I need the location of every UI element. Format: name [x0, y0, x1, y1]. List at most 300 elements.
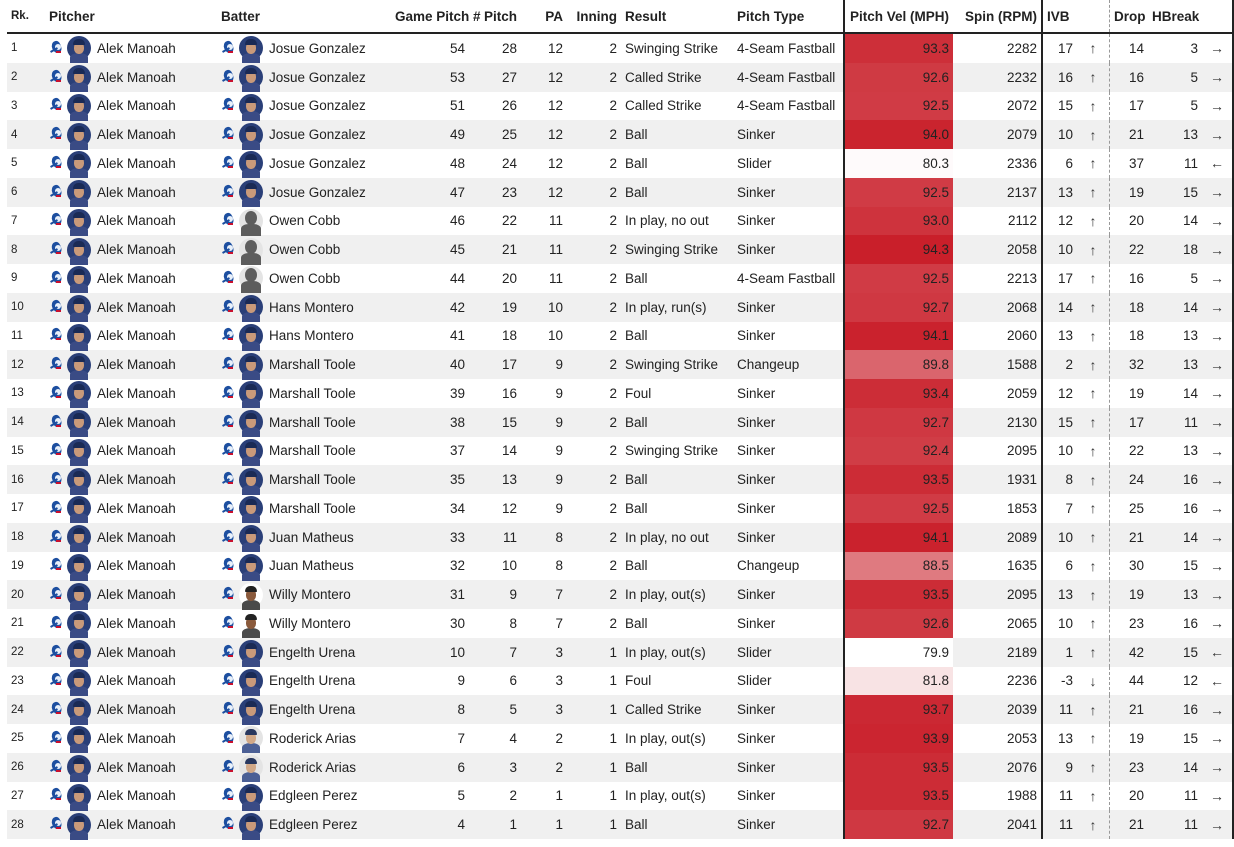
- pitch-vel-cell: 92.5: [844, 92, 953, 121]
- rank-cell: 22: [7, 638, 45, 667]
- ivb-cell: 11: [1058, 788, 1073, 804]
- pitcher-name: Alek Manoah: [97, 385, 176, 401]
- header-pitch[interactable]: Pitch: [469, 0, 521, 33]
- hbreak-cell: 15: [1182, 558, 1198, 574]
- ivb-cell: 6: [1065, 155, 1073, 171]
- pitcher-team-logo: [45, 724, 67, 753]
- hbreak-arrow-icon: ←: [1202, 638, 1233, 667]
- pitch-type-cell: Sinker: [733, 178, 844, 207]
- pitcher-team-logo: [45, 33, 67, 63]
- drop-cell: 19: [1128, 385, 1144, 401]
- game-pitch-cell: 44: [449, 270, 465, 286]
- batter-name: Juan Matheus: [265, 523, 391, 552]
- table-row[interactable]: [7, 523, 1233, 552]
- drop-cell: 17: [1110, 408, 1149, 437]
- pitcher-avatar-icon: [67, 755, 91, 779]
- table-row[interactable]: [7, 235, 1233, 264]
- pitcher-team-logo: [45, 63, 67, 92]
- rank-cell: 24: [7, 695, 45, 724]
- pitcher-avatar-icon: [67, 525, 91, 549]
- table-row[interactable]: [7, 465, 1233, 494]
- pitcher-avatar-icon: [67, 698, 91, 722]
- table-row[interactable]: [7, 178, 1233, 207]
- drop-cell: 20: [1128, 213, 1144, 229]
- header-hbreak[interactable]: HBreak: [1148, 0, 1202, 33]
- batter-team-logo: [217, 379, 239, 408]
- pitcher-name: Alek Manoah: [93, 810, 217, 839]
- team-logo-icon: [50, 672, 63, 686]
- ivb-arrow-icon: ↑: [1077, 63, 1110, 92]
- team-logo-icon: [50, 816, 63, 830]
- batter-team-logo: [217, 322, 239, 351]
- game-pitch-cell: 10: [391, 638, 469, 667]
- pitch-vel-cell: 92.7: [844, 293, 953, 322]
- spin-cell: 2336: [953, 149, 1042, 178]
- inning-cell: 2: [567, 465, 621, 494]
- game-pitch-cell: 49: [391, 120, 469, 149]
- batter-avatar-icon: [239, 439, 263, 463]
- batter-name: Roderick Arias: [269, 730, 357, 746]
- pitch-type-cell: Sinker: [733, 408, 844, 437]
- hbreak-arrow-icon: →: [1202, 178, 1233, 207]
- game-pitch-cell: 31: [391, 580, 469, 609]
- ivb-arrow-icon: ↑: [1077, 580, 1110, 609]
- table-row[interactable]: [7, 350, 1233, 379]
- table-row[interactable]: [7, 494, 1233, 523]
- result-cell: In play, out(s): [625, 788, 706, 804]
- batter-name: Josue Gonzalez: [265, 178, 391, 207]
- ivb-cell: 7: [1065, 500, 1073, 516]
- pitch-cell: 1: [469, 810, 521, 839]
- pa-cell: 12: [521, 120, 567, 149]
- game-pitch-cell: 33: [391, 523, 469, 552]
- batter-avatar: [239, 408, 265, 437]
- rank-cell: 9: [11, 272, 18, 285]
- pa-cell: 9: [555, 385, 563, 401]
- batter-avatar-icon: [239, 36, 263, 60]
- table-row[interactable]: [7, 552, 1233, 581]
- batter-avatar: [239, 322, 265, 351]
- rank-cell: 20: [7, 580, 45, 609]
- team-logo-icon: [50, 299, 63, 313]
- table-row[interactable]: [7, 33, 1233, 63]
- batter-avatar: [239, 523, 265, 552]
- pitcher-avatar: [67, 408, 93, 437]
- rank-cell: 18: [7, 523, 45, 552]
- pitch-cell: 7: [469, 638, 521, 667]
- hbreak-cell: 15: [1148, 178, 1202, 207]
- team-logo-icon: [50, 586, 63, 600]
- pitcher-avatar: [67, 580, 93, 609]
- header-pitch-type[interactable]: Pitch Type: [733, 0, 844, 33]
- batter-avatar-icon: [239, 123, 263, 147]
- header-ivb[interactable]: IVB: [1042, 0, 1077, 33]
- pitch-type-cell: Sinker: [737, 328, 776, 344]
- inning-cell: 2: [609, 155, 617, 171]
- drop-cell: 18: [1110, 293, 1149, 322]
- inning-cell: 2: [609, 270, 617, 286]
- hbreak-arrow-icon: →: [1202, 437, 1233, 466]
- pitch-vel-cell: 80.3: [844, 149, 953, 178]
- table-row[interactable]: [7, 667, 1233, 696]
- pitcher-team-logo: [45, 782, 67, 811]
- batter-name: Josue Gonzalez: [265, 63, 391, 92]
- table-row[interactable]: [7, 580, 1233, 609]
- pitcher-name: Alek Manoah: [93, 293, 217, 322]
- inning-cell: 2: [609, 98, 617, 114]
- game-pitch-cell: 8: [391, 695, 469, 724]
- result-cell: Swinging Strike: [625, 40, 719, 56]
- header-row: [7, 0, 1233, 33]
- ivb-cell: 8: [1042, 465, 1077, 494]
- pitcher-team-logo: [45, 264, 67, 293]
- table-row[interactable]: [7, 149, 1233, 178]
- result-cell: Ball: [621, 753, 733, 782]
- ivb-cell: 12: [1057, 213, 1073, 229]
- pitcher-team-logo: [45, 235, 67, 264]
- batter-team-logo: [217, 33, 239, 63]
- rank-cell: 15: [11, 444, 24, 457]
- pitcher-team-logo: [45, 408, 67, 437]
- pa-cell: 2: [521, 753, 567, 782]
- pa-cell: 11: [548, 213, 563, 229]
- hbreak-cell: 15: [1182, 730, 1198, 746]
- pitch-vel-cell: 88.5: [844, 552, 953, 581]
- pitch-vel-cell: 93.9: [844, 724, 953, 753]
- team-logo-icon: [222, 730, 235, 744]
- pitcher-avatar: [67, 322, 93, 351]
- drop-cell: 16: [1128, 270, 1144, 286]
- team-logo-icon: [50, 644, 63, 658]
- batter-avatar: [239, 437, 265, 466]
- pitcher-avatar: [67, 293, 93, 322]
- team-logo-icon: [50, 730, 63, 744]
- pitcher-name: Alek Manoah: [97, 500, 176, 516]
- batter-team-logo: [217, 408, 239, 437]
- batter-avatar: [239, 235, 265, 264]
- spin-cell: 2236: [953, 667, 1042, 696]
- table-row[interactable]: [7, 724, 1233, 753]
- hbreak-cell: 14: [1182, 385, 1198, 401]
- pitch-type-cell: Sinker: [733, 120, 844, 149]
- batter-team-logo: [217, 178, 239, 207]
- team-logo-icon: [222, 414, 235, 428]
- game-pitch-cell: 39: [449, 385, 465, 401]
- rank-cell: 16: [7, 465, 45, 494]
- pitch-vel-cell: 93.5: [844, 782, 953, 811]
- batter-avatar-icon: [239, 554, 263, 578]
- pitch-type-cell: Sinker: [737, 615, 776, 631]
- drop-cell: 32: [1110, 350, 1149, 379]
- pitcher-avatar-icon: [67, 784, 91, 808]
- pa-cell: 9: [521, 465, 567, 494]
- team-logo-icon: [50, 414, 63, 428]
- pa-cell: 12: [547, 155, 563, 171]
- table-row[interactable]: [7, 638, 1233, 667]
- ivb-arrow-icon: ↑: [1077, 609, 1110, 638]
- hbreak-arrow-icon: →: [1202, 609, 1233, 638]
- pitcher-avatar: [67, 494, 93, 523]
- team-logo-icon: [222, 500, 235, 514]
- game-pitch-cell: 9: [457, 673, 465, 689]
- pitch-cell: 22: [501, 213, 517, 229]
- result-cell: In play, no out: [621, 523, 733, 552]
- rank-cell: 23: [11, 674, 24, 687]
- table-row[interactable]: [7, 120, 1233, 149]
- inning-cell: 2: [567, 293, 621, 322]
- spin-cell: 2065: [953, 609, 1042, 638]
- drop-cell: 24: [1110, 465, 1149, 494]
- ivb-arrow-icon: ↓: [1077, 667, 1110, 696]
- pitch-type-cell: Changeup: [737, 558, 800, 574]
- result-cell: Swinging Strike: [621, 350, 733, 379]
- drop-cell: 19: [1128, 730, 1144, 746]
- header-inning[interactable]: Inning: [567, 0, 621, 33]
- spin-cell: 1988: [953, 782, 1042, 811]
- hbreak-arrow-icon: ←: [1202, 667, 1233, 696]
- drop-cell: 42: [1110, 638, 1149, 667]
- pitch-type-cell: Slider: [737, 155, 772, 171]
- ivb-arrow-icon: ↑: [1077, 437, 1110, 466]
- ivb-cell: 10: [1042, 235, 1077, 264]
- team-logo-icon: [222, 385, 235, 399]
- table-row[interactable]: [7, 379, 1233, 408]
- header-drop[interactable]: Drop: [1110, 0, 1149, 33]
- spin-cell: 2076: [953, 753, 1042, 782]
- batter-team-logo: [217, 638, 239, 667]
- pitcher-avatar: [67, 724, 93, 753]
- batter-name: Marshall Toole: [265, 465, 391, 494]
- drop-cell: 21: [1110, 695, 1149, 724]
- team-logo-icon: [50, 212, 63, 226]
- pitch-vel-cell: 81.8: [844, 667, 953, 696]
- table-row[interactable]: [7, 437, 1233, 466]
- batter-avatar-icon: [239, 583, 263, 607]
- hbreak-arrow-icon: →: [1202, 322, 1233, 351]
- hbreak-cell: 14: [1148, 523, 1202, 552]
- pitcher-team-logo: [45, 609, 67, 638]
- pitcher-name: Alek Manoah: [93, 580, 217, 609]
- table-row[interactable]: [7, 782, 1233, 811]
- hbreak-arrow-icon: →: [1202, 350, 1233, 379]
- pa-cell: 9: [555, 443, 563, 459]
- table-row[interactable]: [7, 63, 1233, 92]
- spin-cell: 2282: [953, 33, 1042, 63]
- game-pitch-cell: 32: [449, 558, 465, 574]
- hbreak-cell: 3: [1190, 40, 1198, 56]
- player-silhouette-icon: [239, 209, 263, 233]
- hbreak-cell: 18: [1148, 235, 1202, 264]
- pitcher-avatar-icon: [67, 65, 91, 89]
- team-logo-icon: [50, 385, 63, 399]
- batter-team-logo: [217, 92, 239, 121]
- pitcher-name: Alek Manoah: [93, 695, 217, 724]
- batter-avatar-icon: [239, 640, 263, 664]
- pitcher-avatar: [67, 638, 93, 667]
- batter-avatar-icon: [239, 669, 263, 693]
- inning-cell: 2: [567, 235, 621, 264]
- result-cell: In play, no out: [625, 213, 709, 229]
- hbreak-cell: 13: [1148, 120, 1202, 149]
- result-cell: Ball: [625, 155, 648, 171]
- header-pitcher[interactable]: Pitcher: [45, 0, 169, 33]
- ivb-cell: 17: [1057, 40, 1073, 56]
- batter-team-logo: [217, 437, 239, 466]
- table-row[interactable]: [7, 695, 1233, 724]
- inning-cell: 2: [567, 580, 621, 609]
- inning-cell: 2: [567, 350, 621, 379]
- batter-team-logo: [217, 494, 239, 523]
- pitch-type-cell: 4-Seam Fastball: [737, 98, 836, 114]
- pa-cell: 11: [521, 235, 567, 264]
- pitch-vel-cell: 94.1: [844, 523, 953, 552]
- inning-cell: 1: [609, 788, 617, 804]
- ivb-cell: 9: [1042, 753, 1077, 782]
- hbreak-arrow-icon: →: [1202, 207, 1233, 236]
- batter-avatar-icon: [239, 525, 263, 549]
- pitcher-avatar: [67, 264, 93, 293]
- ivb-cell: 13: [1042, 178, 1077, 207]
- spin-cell: 2059: [953, 379, 1042, 408]
- pitcher-avatar-icon: [67, 468, 91, 492]
- table-row[interactable]: [7, 293, 1233, 322]
- pitcher-avatar-icon: [67, 583, 91, 607]
- batter-avatar: [239, 667, 265, 696]
- header-pitch-vel[interactable]: Pitch Vel (MPH): [844, 0, 953, 33]
- pa-cell: 10: [547, 328, 563, 344]
- inning-cell: 2: [567, 63, 621, 92]
- pitcher-team-logo: [45, 149, 67, 178]
- pitcher-team-logo: [45, 667, 67, 696]
- pitcher-team-logo: [45, 638, 67, 667]
- pitcher-avatar: [67, 149, 93, 178]
- pitcher-team-logo: [45, 293, 67, 322]
- result-cell: Ball: [621, 408, 733, 437]
- rank-cell: 8: [7, 235, 45, 264]
- table-row[interactable]: [7, 609, 1233, 638]
- hbreak-cell: 13: [1182, 328, 1198, 344]
- batter-avatar: [239, 724, 265, 753]
- ivb-arrow-icon: ↑: [1077, 235, 1110, 264]
- header-batter[interactable]: Batter: [217, 0, 343, 33]
- hbreak-arrow-icon: →: [1202, 724, 1233, 753]
- pitcher-avatar: [67, 465, 93, 494]
- pitcher-name: Alek Manoah: [97, 730, 176, 746]
- team-logo-icon: [222, 701, 235, 715]
- pitcher-avatar-icon: [67, 410, 91, 434]
- batter-team-logo: [217, 293, 239, 322]
- pitch-log-table: [7, 0, 1234, 839]
- ivb-arrow-icon: ↑: [1077, 523, 1110, 552]
- batter-avatar: [239, 149, 265, 178]
- inning-cell: 2: [609, 213, 617, 229]
- table-row[interactable]: [7, 207, 1233, 236]
- batter-name: Willy Montero: [265, 580, 391, 609]
- ivb-arrow-icon: ↑: [1077, 782, 1110, 811]
- pa-cell: 9: [521, 408, 567, 437]
- ivb-cell: 10: [1057, 443, 1073, 459]
- pitch-vel-cell: 94.1: [844, 322, 953, 351]
- pitch-vel-cell: 93.5: [844, 580, 953, 609]
- inning-cell: 2: [609, 40, 617, 56]
- table-row[interactable]: [7, 264, 1233, 293]
- pitch-vel-cell: 79.9: [844, 638, 953, 667]
- header-spin[interactable]: Spin (RPM): [953, 0, 1042, 33]
- rank-cell: 27: [11, 789, 24, 802]
- ivb-arrow-icon: ↑: [1077, 120, 1110, 149]
- header-game-pitch[interactable]: Game Pitch #: [391, 0, 469, 33]
- ivb-cell: 6: [1065, 558, 1073, 574]
- pa-cell: 3: [521, 695, 567, 724]
- pitch-cell: 25: [469, 120, 521, 149]
- hbreak-arrow-icon: →: [1202, 695, 1233, 724]
- ivb-cell: 13: [1057, 730, 1073, 746]
- pitch-cell: 2: [509, 788, 517, 804]
- table-row[interactable]: [7, 408, 1233, 437]
- hbreak-arrow-icon: →: [1202, 264, 1233, 293]
- pa-cell: 12: [521, 178, 567, 207]
- pitcher-team-logo: [45, 120, 67, 149]
- inning-cell: 2: [609, 443, 617, 459]
- ivb-arrow-icon: ↑: [1077, 408, 1110, 437]
- pitch-type-cell: Sinker: [733, 523, 844, 552]
- team-logo-icon: [222, 126, 235, 140]
- result-cell: Ball: [625, 270, 648, 286]
- pitcher-avatar: [67, 753, 93, 782]
- batter-avatar-icon: [239, 468, 263, 492]
- table-row[interactable]: [7, 753, 1233, 782]
- spin-cell: 2039: [953, 695, 1042, 724]
- batter-team-logo: [217, 120, 239, 149]
- team-logo-icon: [50, 787, 63, 801]
- batter-name: Marshall Toole: [269, 443, 356, 459]
- batter-avatar: [239, 695, 265, 724]
- hbreak-arrow-icon: →: [1202, 408, 1233, 437]
- team-logo-icon: [222, 327, 235, 341]
- table-row[interactable]: [7, 322, 1233, 351]
- pitcher-avatar-icon: [67, 209, 91, 233]
- pitcher-team-logo: [45, 322, 67, 351]
- table-row[interactable]: [7, 92, 1233, 121]
- header-result[interactable]: Result: [621, 0, 733, 33]
- ivb-cell: 12: [1057, 385, 1073, 401]
- game-pitch-cell: 41: [449, 328, 465, 344]
- header-rank[interactable]: Rk.: [7, 0, 45, 33]
- batter-avatar: [239, 552, 265, 581]
- team-logo-icon: [50, 126, 63, 140]
- batter-team-logo: [217, 465, 239, 494]
- pa-cell: 1: [521, 810, 567, 839]
- team-logo-icon: [50, 701, 63, 715]
- team-logo-icon: [50, 759, 63, 773]
- table-row[interactable]: [7, 810, 1233, 839]
- ivb-arrow-icon: ↑: [1077, 552, 1110, 581]
- game-pitch-cell: 47: [391, 178, 469, 207]
- pitch-type-cell: Sinker: [737, 213, 776, 229]
- pitcher-avatar: [67, 523, 93, 552]
- batter-team-logo: [217, 782, 239, 811]
- batter-avatar: [239, 810, 265, 839]
- ivb-arrow-icon: ↑: [1077, 379, 1110, 408]
- header-pa[interactable]: PA: [521, 0, 567, 33]
- ivb-cell: 11: [1042, 810, 1077, 839]
- pitch-cell: 12: [501, 500, 517, 516]
- pitcher-avatar-icon: [67, 295, 91, 319]
- batter-name: Hans Montero: [269, 328, 354, 344]
- batter-name: Engelth Urena: [265, 695, 391, 724]
- rank-cell: 7: [11, 214, 18, 227]
- game-pitch-cell: 7: [457, 730, 465, 746]
